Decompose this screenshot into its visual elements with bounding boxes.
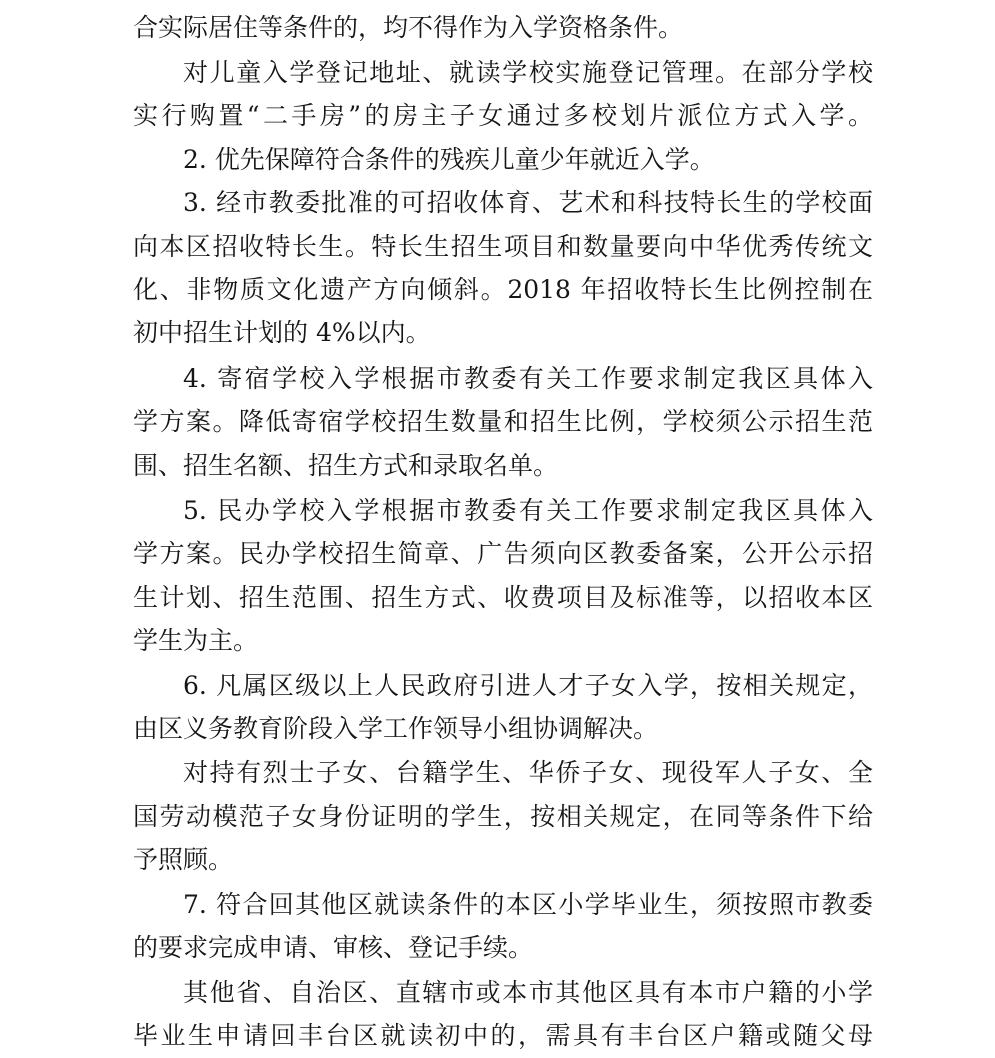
text-line: 学方案。降低寄宿学校招生数量和招生比例，学校须公示招生范 [133, 407, 873, 436]
text-line: 对儿童入学登记地址、就读学校实施登记管理。在部分学校 [183, 58, 873, 87]
text-line: 予照顾。 [133, 845, 234, 874]
text-line: 对持有烈士子女、台籍学生、华侨子女、现役军人子女、全 [183, 758, 873, 787]
text-line: 的要求完成申请、审核、登记手续。 [133, 933, 534, 962]
text-line: 初中招生计划的 4%以内。 [133, 318, 431, 347]
text-line: 国劳动模范子女身份证明的学生，按相关规定，在同等条件下给 [133, 802, 873, 831]
text-line: 5. 民办学校入学根据市教委有关工作要求制定我区具体入 [183, 496, 873, 525]
text-line: 由区义务教育阶段入学工作领导小组协调解决。 [133, 714, 659, 743]
text-line: 7. 符合回其他区就读条件的本区小学毕业生，须按照市教委 [183, 890, 873, 919]
text-line: 围、招生名额、招生方式和录取名单。 [133, 451, 559, 480]
text-line: 6. 凡属区级以上人民政府引进人才子女入学，按相关规定， [183, 671, 873, 700]
text-line: 化、非物质文化遗产方向倾斜。2018 年招收特长生比例控制在 [133, 275, 873, 304]
text-line: 合实际居住等条件的，均不得作为入学资格条件。 [133, 13, 684, 42]
text-line: 向本区招收特长生。特长生招生项目和数量要向中华优秀传统文 [133, 232, 873, 261]
text-line: 2. 优先保障符合条件的残疾儿童少年就近入学。 [183, 145, 715, 174]
text-line: 学方案。民办学校招生简章、广告须向区教委备案，公开公示招 [133, 539, 873, 568]
text-line: 学生为主。 [133, 626, 259, 655]
text-line: 3. 经市教委批准的可招收体育、艺术和科技特长生的学校面 [183, 188, 873, 217]
text-line: 其他省、自治区、直辖市或本市其他区具有本市户籍的小学 [183, 978, 873, 1007]
text-line: 毕业生申请回丰台区就读初中的，需具有丰台区户籍或随父母 [133, 1021, 873, 1050]
text-line: 4. 寄宿学校入学根据市教委有关工作要求制定我区具体入 [183, 364, 873, 393]
text-line: 实行购置“二手房”的房主子女通过多校划片派位方式入学。 [133, 101, 873, 130]
text-line: 生计划、招生范围、招生方式、收费项目及标准等，以招收本区 [133, 583, 873, 612]
